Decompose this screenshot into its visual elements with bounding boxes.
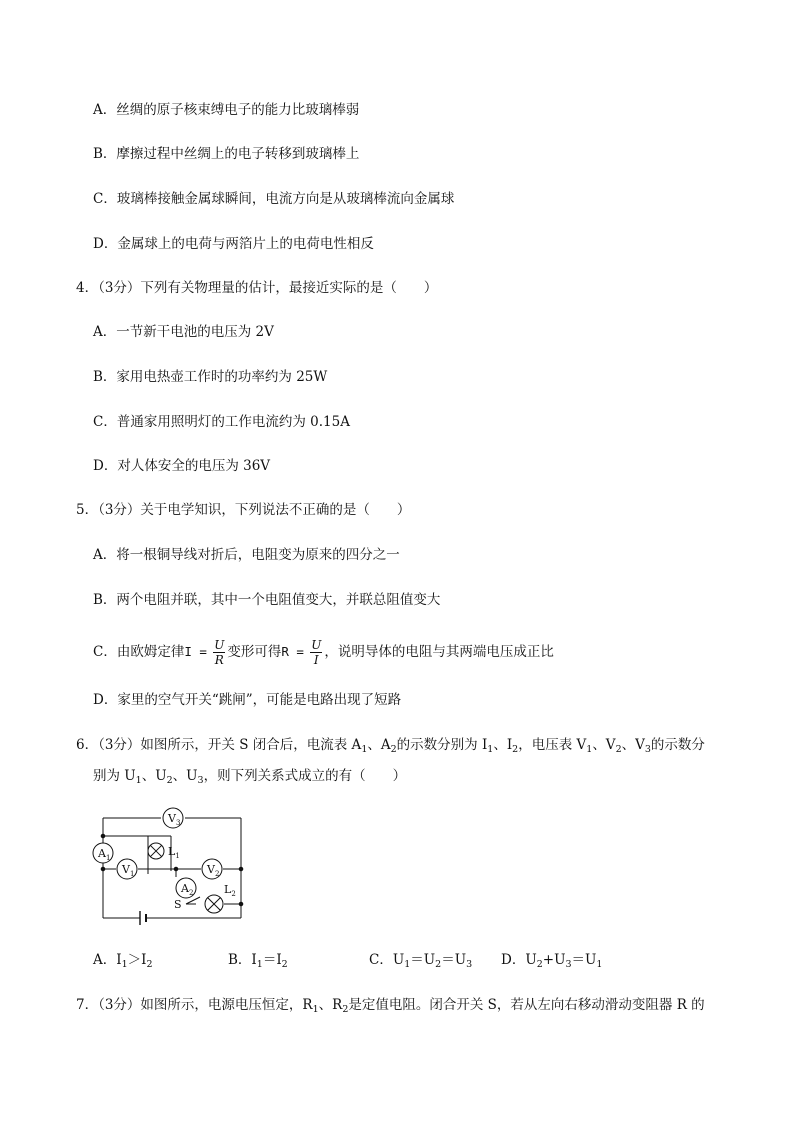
q3-option-c: C．玻璃棒接触金属球瞬间，电流方向是从玻璃棒流向金属球 — [93, 191, 455, 207]
q3-option-a: A．丝绸的原子核束缚电子的能力比玻璃棒弱 — [93, 102, 360, 118]
q7-stem: 7．（3分）如图所示，电源电压恒定，$R_1$、$R_2$是定值电阻。闭合开关 S，若从左向右移动滑动变阻器 R 的 — [76, 997, 705, 1015]
q4-option-a: A．一节新干电池的电压为 2V — [93, 324, 274, 340]
label-v3: $V_3$ — [168, 812, 181, 827]
q4-option-d: D．对人体安全的电压为 36V — [93, 458, 271, 474]
q5-option-b: B．两个电阻并联，其中一个电阻值变大，并联总阻值变大 — [93, 592, 441, 608]
label-a1: $A_1$ — [98, 847, 111, 862]
q6-stem-line1: 6．（3分）如图所示，开关 S 闭合后，电流表 $A_1$、$A_2$的示数分别为 $I_1$、$I_2$，电压表 $V_1$、$V_2$、$V_3$的示数分 — [76, 737, 705, 755]
q6-stem-line2: 别为 $U_1$、$U_2$、$U_3$，则下列关系式成立的有（ ） — [93, 768, 407, 786]
q5-option-c: C．由欧姆定律I = $\frac{U}{R}$ 变形可得R = $\frac{U}{I}$ ，说明导体的电阻与其两端电压成正比 — [93, 638, 554, 667]
label-switch: S — [174, 898, 182, 911]
label-a2: $A_2$ — [181, 882, 194, 897]
label-l2: $L_2$ — [224, 883, 236, 898]
circuit-diagram — [88, 800, 248, 925]
q6-option-a: A．$I_1>I_2$ — [93, 952, 153, 970]
fraction-u-over-r: $\frac{U}{R}$ — [214, 638, 225, 667]
q4-option-b: B．家用电热壶工作时的功率约为 25W — [93, 369, 328, 385]
fraction-u-over-i: $\frac{U}{I}$ — [311, 638, 322, 667]
q5-stem: 5．（3分）关于电学知识，下列说法不正确的是（ ） — [76, 502, 411, 518]
q3-option-b: B．摩擦过程中丝绸上的电子转移到玻璃棒上 — [93, 146, 360, 162]
q6-option-d: D．$U_2+U_3=U_1$ — [501, 952, 603, 970]
q5-option-a: A．将一根铜导线对折后，电阻变为原来的四分之一 — [93, 547, 400, 563]
label-v2: $V_2$ — [207, 863, 220, 878]
q6-option-b: B．$I_1=I_2$ — [228, 952, 288, 970]
q3-option-d: D．金属球上的电荷与两箔片上的电荷电性相反 — [93, 236, 374, 252]
label-l1: $L_1$ — [168, 845, 180, 860]
label-v1: $V_1$ — [122, 863, 135, 878]
q6-option-c: C．$U_1=U_2=U_3$ — [369, 952, 473, 970]
q4-stem: 4．（3分）下列有关物理量的估计，最接近实际的是（ ） — [76, 280, 438, 296]
q5-option-d: D．家里的空气开关“跳闸”，可能是电路出现了短路 — [93, 692, 402, 708]
q4-option-c: C．普通家用照明灯的工作电流约为 0.15A — [93, 414, 350, 430]
